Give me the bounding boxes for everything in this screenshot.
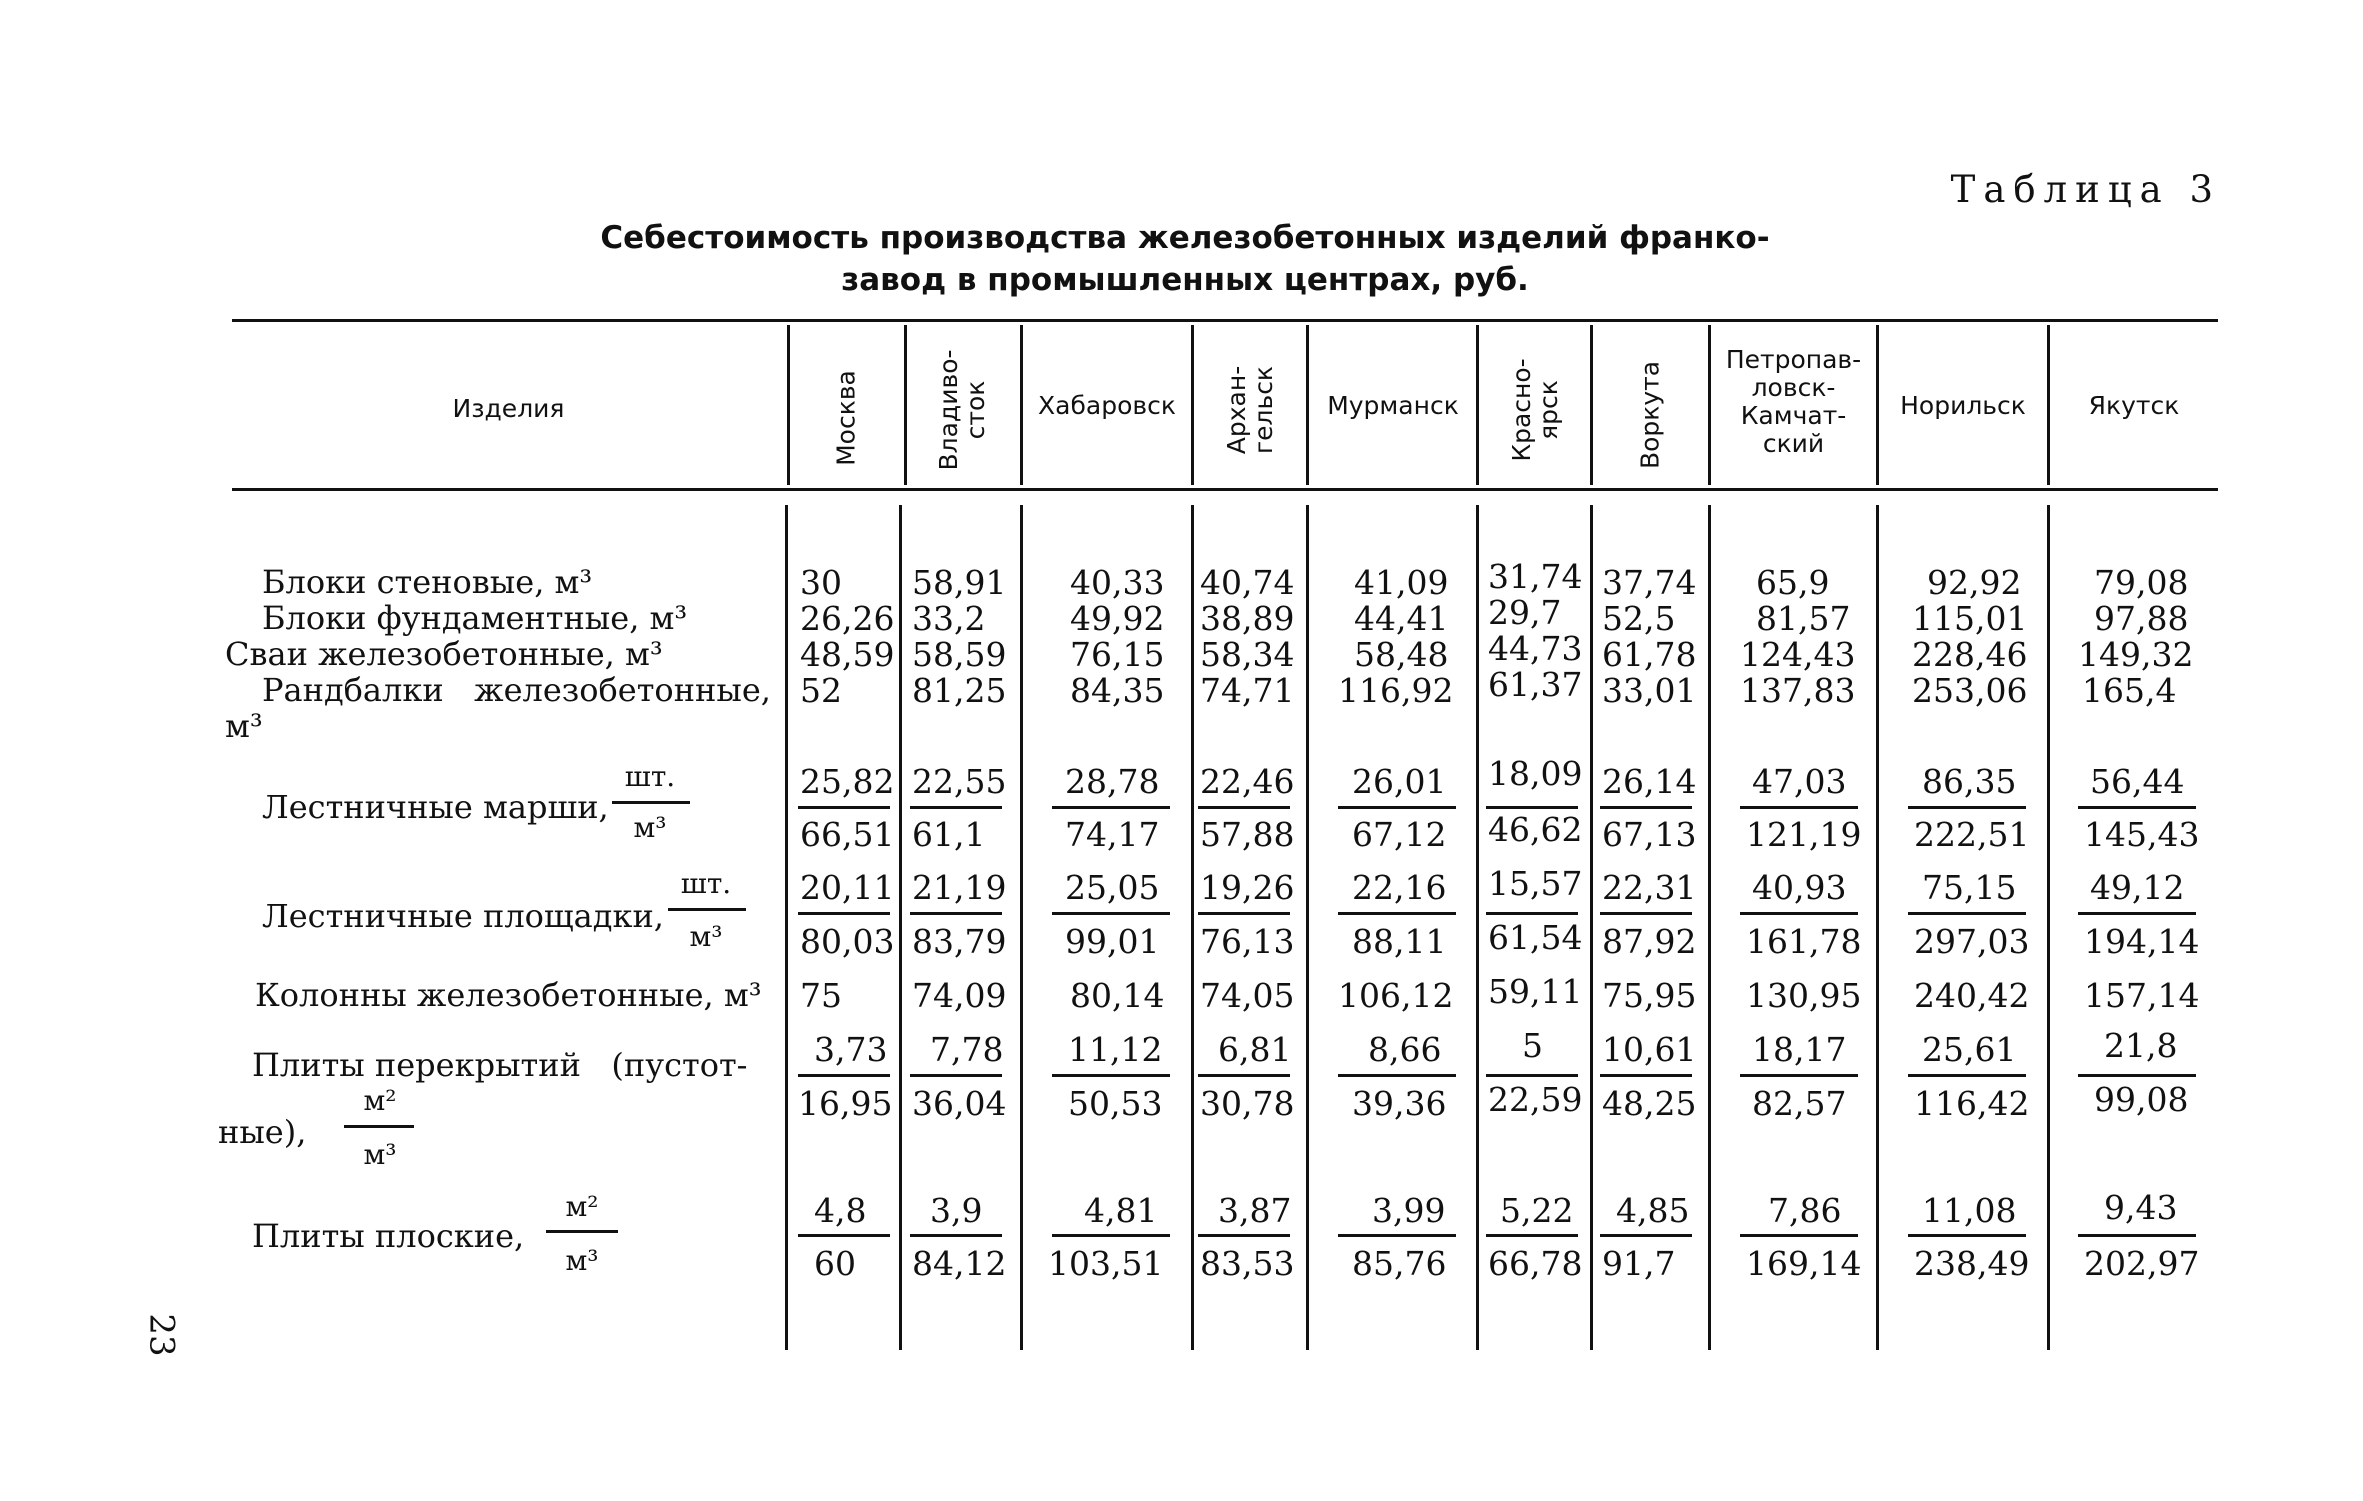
fraction-bar [1908,1234,2026,1237]
table-cell: 57,88 [1200,815,1295,854]
table-cell: 61,54 [1488,918,1583,957]
unit-fraction-bar [612,801,690,804]
table-cell: 41,09 [1354,563,1449,602]
table-cell: 79,08 [2094,563,2189,602]
fraction-bar [1198,1074,1290,1077]
fraction-bar [798,806,890,809]
table-cell: 3,99 [1372,1191,1446,1230]
table-cell: 238,49 [1914,1244,2030,1283]
row-label-grade-beams: Рандбалки железобетонные, [262,671,771,709]
body-column-divider [1476,505,1479,1350]
table-cell: 21,19 [912,868,1007,907]
table-cell: 47,03 [1752,762,1847,801]
row-label-hollow-slabs-cont: ные), [218,1113,307,1151]
table-cell: 18,17 [1752,1030,1847,1069]
table-cell: 9,43 [2104,1188,2178,1227]
table-cell: 30,78 [1200,1084,1295,1123]
table-cell: 202,97 [2084,1244,2200,1283]
fraction-bar [1740,1074,1858,1077]
row-label-stair-flights: Лестничные марши, [262,788,609,826]
body-column-divider [2047,505,2050,1350]
table-cell: 25,61 [1922,1030,2017,1069]
unit-numerator: м² [565,1190,599,1223]
header-vladivostok: Владиво- сток [934,349,990,471]
row-label-wall-blocks: Блоки стеновые, м³ [262,563,593,601]
table-cell: 74,71 [1200,671,1295,710]
table-cell: 74,05 [1200,976,1295,1015]
table-cell: 49,12 [2090,868,2185,907]
fraction-bar [910,1234,1002,1237]
table-cell: 66,51 [800,815,895,854]
row-label-piles: Сваи железобетонные, м³ [225,635,663,673]
body-column-divider [1708,505,1711,1350]
table-cell: 85,76 [1352,1244,1447,1283]
table-cell: 74,09 [912,976,1007,1015]
table-cell: 33,2 [912,599,986,638]
header-moscow: Москва [831,370,861,466]
table-cell: 44,41 [1354,599,1449,638]
fraction-bar [2078,912,2196,915]
table-cell: 76,15 [1070,635,1165,674]
header-krasnoyarsk: Красно- ярск [1507,358,1563,462]
table-cell: 3,87 [1218,1191,1292,1230]
table-cell: 52,5 [1602,599,1676,638]
table-cell: 253,06 [1912,671,2028,710]
unit-fraction-bar [344,1125,414,1128]
table-cell: 115,01 [1912,599,2028,638]
table-cell: 10,61 [1602,1030,1697,1069]
fraction-bar [1486,806,1578,809]
table-cell: 67,12 [1352,815,1447,854]
table-cell: 56,44 [2090,762,2185,801]
table-cell: 124,43 [1740,635,1856,674]
table-cell: 4,85 [1616,1191,1690,1230]
table-cell: 18,09 [1488,754,1583,793]
title-line-1: Себестоимость производства железобетонных изделий франко- [600,220,1770,256]
table-cell: 228,46 [1912,635,2028,674]
table-cell: 48,25 [1602,1084,1697,1123]
table-cell: 22,46 [1200,762,1295,801]
unit-denominator: м³ [363,1138,397,1171]
table-cell: 39,36 [1352,1084,1447,1123]
table-cell: 4,81 [1084,1191,1158,1230]
table-cell: 92,92 [1927,563,2022,602]
header-yakutsk: Якутск [2088,391,2180,420]
table-cell: 222,51 [1914,815,2030,854]
table-cell: 8,66 [1368,1030,1442,1069]
table-cell: 116,42 [1914,1084,2030,1123]
table-cell: 30 [800,563,842,602]
fraction-bar [2078,1074,2196,1077]
row-label-hollow-slabs: Плиты перекрытий (пустот- [252,1046,748,1084]
fraction-bar [1600,1234,1692,1237]
fraction-bar [1198,806,1290,809]
table-cell: 40,93 [1752,868,1847,907]
fraction-bar [1740,912,1858,915]
fraction-bar [1338,1234,1456,1237]
fraction-bar [910,1074,1002,1077]
table-cell: 83,53 [1200,1244,1295,1283]
table-cell: 137,83 [1740,671,1856,710]
fraction-bar [2078,1234,2196,1237]
fraction-bar [1908,1074,2026,1077]
table-top-rule [232,319,2218,322]
fraction-bar [1338,806,1456,809]
row-label-stair-landings: Лестничные площадки, [262,897,664,935]
table-cell: 44,73 [1488,629,1583,668]
table-cell: 7,78 [930,1030,1004,1069]
table-cell: 26,01 [1352,762,1447,801]
body-column-divider [785,505,788,1350]
fraction-bar [798,1074,890,1077]
table-cell: 6,81 [1218,1030,1292,1069]
table-cell: 50,53 [1068,1084,1163,1123]
table-cell: 116,92 [1338,671,1454,710]
fraction-bar [1052,1074,1170,1077]
table-label: Таблица 3 [1950,168,2221,211]
table-cell: 83,79 [912,922,1007,961]
table-cell: 91,7 [1602,1244,1676,1283]
table-cell: 297,03 [1914,922,2030,961]
table-cell: 80,14 [1070,976,1165,1015]
table-cell: 20,11 [800,868,895,907]
table-cell: 80,03 [800,922,895,961]
table-cell: 40,74 [1200,563,1295,602]
table-cell: 59,11 [1488,972,1583,1011]
table-cell: 22,59 [1488,1080,1583,1119]
table-cell: 33,01 [1602,671,1697,710]
row-label-foundation-blocks: Блоки фундаментные, м³ [262,599,688,637]
row-label-columns: Колонны железобетонные, м³ [255,976,762,1014]
body-column-divider [1191,505,1194,1350]
table-cell: 3,73 [814,1030,888,1069]
header-column-divider [787,325,790,485]
body-column-divider [1020,505,1023,1350]
table-cell: 66,78 [1488,1244,1583,1283]
table-cell: 11,12 [1068,1030,1163,1069]
header-arkhangelsk: Архан- гельск [1222,365,1278,455]
table-cell: 5 [1522,1026,1543,1065]
fraction-bar [1338,912,1456,915]
fraction-bar [1486,1234,1578,1237]
fraction-bar [1052,806,1170,809]
table-cell: 82,57 [1752,1084,1847,1123]
unit-denominator: м³ [689,920,723,953]
row-label-flat-slabs: Плиты плоские, [252,1217,525,1255]
table-cell: 88,11 [1352,922,1447,961]
table-cell: 22,16 [1352,868,1447,907]
table-cell: 22,55 [912,762,1007,801]
table-cell: 26,26 [800,599,895,638]
table-cell: 36,04 [912,1084,1007,1123]
table-cell: 84,35 [1070,671,1165,710]
fraction-bar [2078,806,2196,809]
table-cell: 4,8 [814,1191,867,1230]
table-cell: 31,74 [1488,557,1583,596]
fraction-bar [1600,1074,1692,1077]
table-cell: 22,31 [1602,868,1697,907]
table-title [560,217,1810,301]
table-cell: 15,57 [1488,864,1583,903]
fraction-bar [1052,1234,1170,1237]
table-cell: 65,9 [1756,563,1830,602]
table-cell: 194,14 [2084,922,2200,961]
fraction-bar [1338,1074,1456,1077]
table-cell: 103,51 [1048,1244,1164,1283]
table-cell: 46,62 [1488,810,1583,849]
table-cell: 38,89 [1200,599,1295,638]
table-cell: 99,08 [2094,1080,2189,1119]
table-cell: 86,35 [1922,762,2017,801]
table-cell: 19,26 [1200,868,1295,907]
table-cell: 76,13 [1200,922,1295,961]
table-cell: 61,37 [1488,665,1583,704]
table-cell: 75,15 [1922,868,2017,907]
table-cell: 21,8 [2104,1026,2178,1065]
unit-numerator: шт. [680,867,732,900]
table-cell: 130,95 [1746,976,1862,1015]
row-label-grade-beams-unit: м³ [225,707,263,745]
header-column-divider [1191,325,1194,485]
fraction-bar [1908,806,2026,809]
table-cell: 52 [800,671,842,710]
header-bottom-rule [232,488,2218,491]
table-cell: 74,17 [1065,815,1160,854]
title-line-2: завод в промышленных центрах, руб. [841,262,1529,298]
fraction-bar [1052,912,1170,915]
table-cell: 161,78 [1746,922,1862,961]
fraction-bar [1740,806,1858,809]
fraction-bar [1600,912,1692,915]
table-cell: 145,43 [2084,815,2200,854]
fraction-bar [798,1234,890,1237]
table-cell: 58,91 [912,563,1007,602]
header-column-divider [904,325,907,485]
table-cell: 75,95 [1602,976,1697,1015]
unit-denominator: м³ [565,1244,599,1277]
table-cell: 7,86 [1768,1191,1842,1230]
table-cell: 240,42 [1914,976,2030,1015]
body-column-divider [899,505,902,1350]
table-cell: 149,32 [2078,635,2194,674]
header-murmansk: Мурманск [1327,391,1459,420]
header-khabarovsk: Хабаровск [1038,391,1176,420]
fraction-bar [1600,806,1692,809]
table-cell: 3,9 [930,1191,983,1230]
table-cell: 11,08 [1922,1191,2017,1230]
table-cell: 169,14 [1746,1244,1862,1283]
table-cell: 58,34 [1200,635,1295,674]
table-cell: 49,92 [1070,599,1165,638]
table-cell: 48,59 [800,635,895,674]
table-cell: 81,57 [1756,599,1851,638]
header-column-divider [1590,325,1593,485]
fraction-bar [910,806,1002,809]
table-cell: 81,25 [912,671,1007,710]
table-cell: 37,74 [1602,563,1697,602]
table-cell: 16,95 [798,1084,893,1123]
table-cell: 28,78 [1065,762,1160,801]
header-norilsk: Норильск [1900,391,2026,420]
unit-fraction-bar [546,1230,618,1233]
table-cell: 97,88 [2094,599,2189,638]
fraction-bar [1486,912,1578,915]
table-cell: 157,14 [2084,976,2200,1015]
table-cell: 25,82 [800,762,895,801]
table-cell: 87,92 [1602,922,1697,961]
table-cell: 61,1 [912,815,986,854]
header-petropavlovsk: Петропав- ловск- Камчат- ский [1725,345,1862,458]
header-vorkuta: Воркута [1635,360,1665,470]
table-cell: 29,7 [1488,593,1562,632]
unit-numerator: м² [363,1084,397,1117]
page-number: 23 [141,1313,182,1357]
table-cell: 67,13 [1602,815,1697,854]
table-cell: 58,48 [1354,635,1449,674]
fraction-bar [798,912,890,915]
table-cell: 121,19 [1746,815,1862,854]
unit-numerator: шт. [624,760,676,793]
fraction-bar [910,912,1002,915]
fraction-bar [1198,912,1290,915]
unit-denominator: м³ [633,811,667,844]
fraction-bar [1908,912,2026,915]
body-column-divider [1590,505,1593,1350]
unit-fraction-bar [668,908,746,911]
fraction-bar [1198,1234,1290,1237]
fraction-bar [1486,1074,1578,1077]
table-cell: 5,22 [1500,1191,1574,1230]
fraction-bar [1740,1234,1858,1237]
header-product: Изделия [452,394,565,423]
table-cell: 75 [800,976,842,1015]
body-column-divider [1876,505,1879,1350]
table-cell: 84,12 [912,1244,1007,1283]
table-cell: 60 [814,1244,856,1283]
table-cell: 106,12 [1338,976,1454,1015]
body-column-divider [1306,505,1309,1350]
table-cell: 99,01 [1065,922,1160,961]
table-cell: 25,05 [1065,868,1160,907]
table-cell: 61,78 [1602,635,1697,674]
table-cell: 58,59 [912,635,1007,674]
table-cell: 40,33 [1070,563,1165,602]
table-cell: 165,4 [2082,671,2177,710]
table-cell: 26,14 [1602,762,1697,801]
